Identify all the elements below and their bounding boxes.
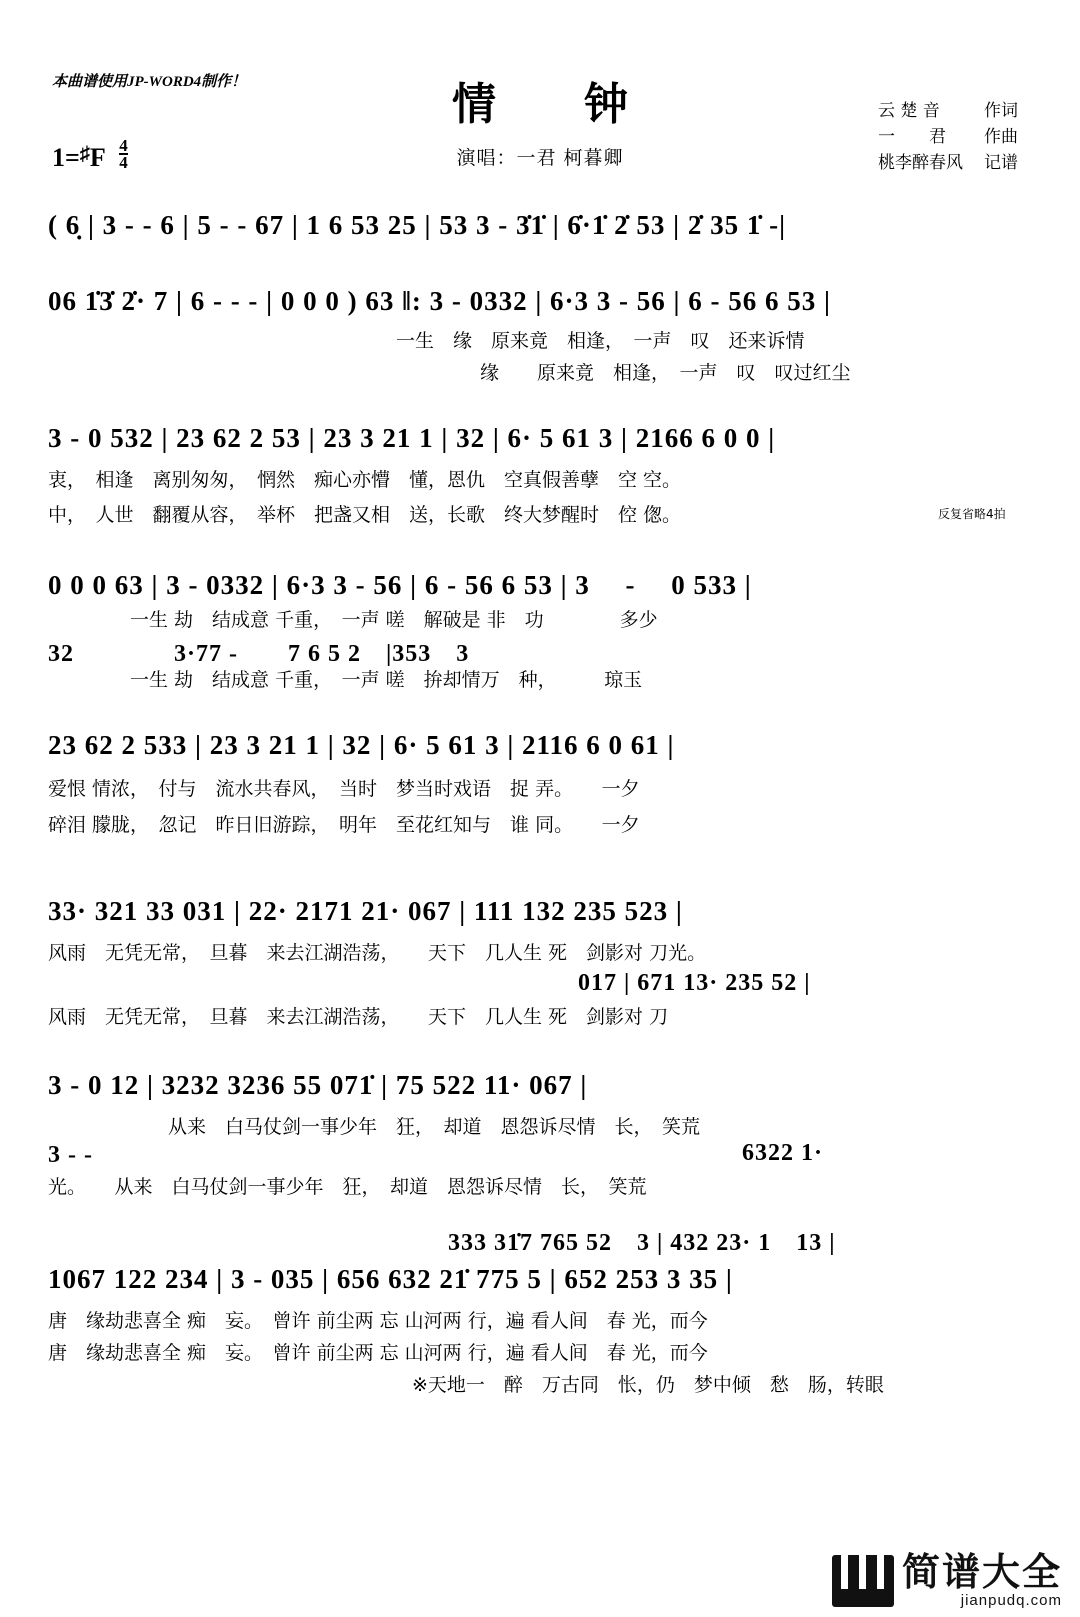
system-1-notes: ( 6̣ | 3 - - 6 | 5 - - 67 | 1 6 53 25 | 53 3 - 3̇1̇ | 6̇·1̇ 2̇ 53 | 2̇ 35 1̇ -| <box>48 210 787 240</box>
singer-line: 演唱：一君 柯暮卿 <box>456 147 624 169</box>
system-7-alt-notes-left: 3 - - <box>48 1142 93 1168</box>
system-8-alt-notes: 333 31̇7 765 52 3 | 432 23· 1 13 | <box>448 1230 836 1256</box>
producer-note: 本曲谱使用JP-WORD4制作！ <box>52 74 247 90</box>
key-tonic: F <box>89 143 105 172</box>
key-signature <box>52 138 128 173</box>
credit-lyricist-role: 作词 <box>984 101 1018 121</box>
system-8-lyrics-verse1: 唐 缘劫悲喜全 痴 妄。 曾许 前尘两 忘 山河两 行，遍 看人间 春 光，而今 <box>48 1310 708 1332</box>
system-8-notes: 1067 122 234 | 3 - 035 | 656 632 21̇ 775 5 | 652 253 3 35 | <box>48 1264 733 1294</box>
brand-url: jianpudq.com <box>960 1592 1062 1609</box>
credit-lyricist-name: 云 楚 音 <box>878 101 940 121</box>
system-4-lyrics-verse1: 一生 劫 结成意 千重， 一声 嗟 解破是 非 功 多少 <box>130 609 658 631</box>
credit-composer-role: 作曲 <box>984 127 1018 147</box>
brand-name: 简谱大全 <box>901 1550 1062 1594</box>
system-7-alt-notes-right: 6322 1· <box>742 1140 824 1166</box>
system-5-lyrics-verse1: 爱恨 情浓， 付与 流水共春风， 当时 梦当时戏语 捉 弄。 一夕 <box>48 778 640 800</box>
key-prefix: 1= <box>52 143 80 172</box>
credit-composer <box>878 124 1018 150</box>
time-signature <box>119 138 128 170</box>
system-6-alt-notes: 017 | 671 13· 235 52 | <box>578 970 811 996</box>
piano-keys-icon <box>832 1555 894 1607</box>
credit-composer-name: 一 君 <box>878 127 946 147</box>
system-8-lyrics-verse3: ※天地一 醉 万古同 怅，仍 梦中倾 愁 肠，转眼 <box>412 1374 884 1396</box>
credit-lyricist <box>878 98 1018 124</box>
system-5-notes: 23 62 2 533 | 23 3 21 1 | 32 | 6· 5 61 3 | 2116 6 0 61 | <box>48 730 675 760</box>
system-2-notes: 06 1̇3̇ 2̇· 7 | 6 - - - | 0 0 0 ) 63 ‖: 3 - 0332 | 6·3 3 - 56 | 6 - 56 6 53 | <box>48 286 831 316</box>
system-7-notes: 3 - 0 12 | 3232 3236 55 071̇ | 75 522 11· 067 | <box>48 1070 588 1100</box>
site-logo[interactable] <box>832 1552 1062 1609</box>
system-4-lyrics-verse2: 一生 劫 结成意 千重， 一声 嗟 拚却情万 种， 琼玉 <box>130 669 643 691</box>
key-accidental: ♯ <box>79 143 90 165</box>
system-6-lyrics-verse2: 风雨 无凭无常， 旦暮 来去江湖浩荡， 天下 几人生 死 剑影对 刀 <box>48 1006 669 1028</box>
system-7-lyrics-verse2: 光。 从来 白马仗剑一事少年 狂， 却道 恩怨诉尽情 长， 笑荒 <box>48 1176 647 1198</box>
system-8-lyrics-verse2: 唐 缘劫悲喜全 痴 妄。 曾许 前尘两 忘 山河两 行，遍 看人间 春 光，而今 <box>48 1342 708 1364</box>
system-5-lyrics-verse2: 碎泪 朦胧， 忽记 昨日旧游踪， 明年 至花红知与 谁 同。 一夕 <box>48 814 640 836</box>
system-3-lyrics-verse2: 中， 人世 翻覆从容， 举杯 把盏又相 送，长歌 终大梦醒时 倥 偬。 <box>48 504 682 526</box>
system-2-lyrics-verse1: 一生 缘 原来竟 相逢， 一声 叹 还来诉情 <box>396 330 805 352</box>
credit-transcriber <box>878 150 1018 176</box>
system-3-lyrics-verse1: 衷， 相逢 离别匆匆， 惘然 痴心亦懵 懂，恩仇 空真假善孽 空 空。 <box>48 469 682 491</box>
system-3-annotation: 反复省略4拍 <box>938 507 1006 521</box>
system-6-notes: 33· 321 33 031 | 22· 2171 21· 067 | 111 132 235 523 | <box>48 896 683 926</box>
system-2-lyrics-verse2: 缘 原来竟 相逢， 一声 叹 叹过红尘 <box>480 362 851 384</box>
meter-numerator: 4 <box>119 136 128 155</box>
credits-block <box>878 98 1018 176</box>
credit-transcriber-name: 桃李醉春风 <box>878 153 963 173</box>
system-7-lyrics-verse1: 从来 白马仗剑一事少年 狂， 却道 恩怨诉尽情 长， 笑荒 <box>130 1116 701 1138</box>
meter-denominator: 4 <box>119 153 128 172</box>
page-title: 情 钟 <box>452 79 650 130</box>
system-4-notes: 0 0 0 63 | 3 - 0332 | 6·3 3 - 56 | 6 - 56 6 53 | 3 - 0 533 | <box>48 570 752 600</box>
system-6-lyrics-verse1: 风雨 无凭无常， 旦暮 来去江湖浩荡， 天下 几人生 死 剑影对 刀光。 <box>48 942 707 964</box>
system-3-notes: 3 - 0 532 | 23 62 2 53 | 23 3 21 1 | 32 | 6· 5 61 3 | 2166 6 0 0 | <box>48 423 776 453</box>
system-4-alt-notes: 32 3·77 - 7 6 5 2 |353 3 <box>48 641 470 667</box>
credit-transcriber-role: 记谱 <box>984 153 1018 173</box>
